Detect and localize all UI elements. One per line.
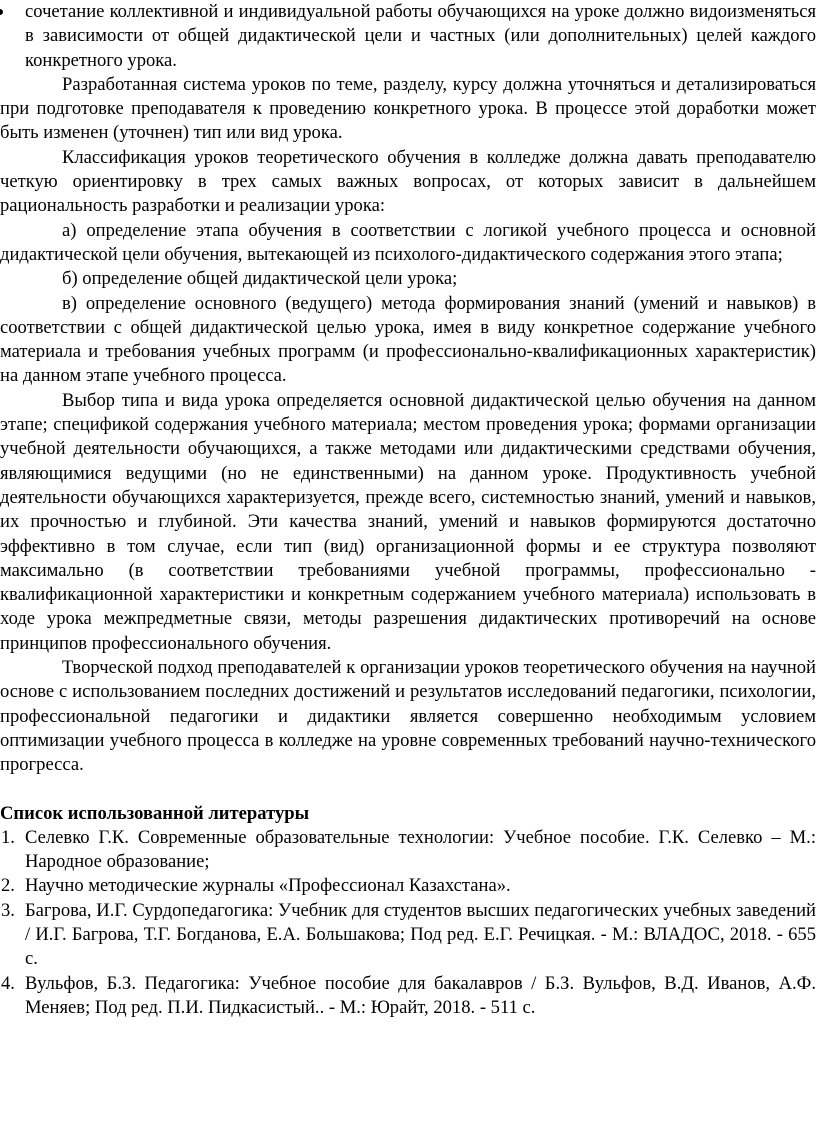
reference-item <box>0 972 816 1021</box>
paragraph-item-b: б) определение общей дидактической цели урока; <box>62 268 458 290</box>
paragraph-item-c: в) определение основного (ведущего) метода формирования знаний (умений и навыков) в соответствии с общей дидактической целью урока, имея в виду конкретное содержание учебного материала и требования учебных программ (и профессионально-квалификационных характеристик) на данном этапе учебного процесса. <box>0 292 816 387</box>
bullet-item <box>0 0 816 73</box>
reference-number: 4. <box>1 972 15 994</box>
reference-text: Селевко Г.К. Современные образовательные технологии: Учебное пособие. Г.К. Селевко – М.: Народное образование; <box>25 826 816 873</box>
bullet-icon <box>0 9 3 15</box>
reference-item <box>0 874 816 898</box>
references-title: Список использованной литературы <box>0 802 310 824</box>
reference-text: Научно методические журналы «Профессионал Казахстана». <box>25 875 511 897</box>
reference-text: Багрова, И.Г. Сурдопедагогика: Учебник для студентов высших педагогических учебных заведений / И.Г. Багрова, Т.Г. Богданова, Е.А. Большакова; Под ред. Е.Г. Речицкая. - М.: ВЛАДОС, 2018. - 655 с. <box>25 899 816 970</box>
paragraph-creative-approach: Творческой подход преподавателей к организации уроков теоретического обучения на научной основе с использованием последних достижений и результатов исследований педагогики, психологии, профессиональной педагогики и дидактики является совершенно необходимым условием оптимизации учебного процесса в колледже на уровне современных требований научно-технического прогресса. <box>0 657 816 776</box>
paragraph-lesson-system: Разработанная система уроков по теме, разделу, курсу должна уточняться и детализироваться при подготовке преподавателя к проведению конкретного урока. В процессе этой доработки может быть изменен (уточнен) тип или вид урока. <box>0 73 816 144</box>
references-list <box>0 826 816 1020</box>
paragraph-item-a: а) определение этапа обучения в соответствии с логикой учебного процесса и основной дидактической цели обучения, вытекающей из психолого-дидактического содержания этого этапа; <box>0 219 816 265</box>
spacer <box>0 778 816 802</box>
paragraph-classification: Классификация уроков теоретического обучения в колледже должна давать преподавателю четкую ориентировку в трех самых важных вопросах, от которых зависит в дальнейшем рациональность разработки и реализации урока: <box>0 146 816 217</box>
reference-item <box>0 899 816 972</box>
paragraph-lesson-choice: Выбор типа и вида урока определяется основной дидактической целью обучения на данном этапе; спецификой содержания учебного материала; местом проведения урока; формами организации учебной деятельности обучающихся, а также методами или дидактическими средствами обучения, являющимися ведущими (но не единственными) на данном уроке. Продуктивность учебной деятельности обучающихся характеризуется, прежде всего, системностью знаний, умений и навыков, их прочностью и глубиной. Эти качества знаний, умений и навыков формируются достаточно эффективно в том случае, если тип (вид) организационной формы и ее структура позволяют максимально (в соответствии требованиями учебной программы, профессионально - квалификационной характеристики и конкретным содержанием учебного материала) использовать в ходе урока межпредметные связи, методы разрешения дидактических противоречий на основе принципов профессионального обучения. <box>0 389 816 654</box>
bullet-text: сочетание коллективной и индивидуальной работы обучающихся на уроке должно видоизменяться в зависимости от общей дидактической цели и частных (или дополнительных) целей каждого конкретного урока. <box>25 1 816 71</box>
reference-number: 2. <box>1 875 15 897</box>
reference-number: 1. <box>1 826 15 848</box>
reference-item <box>0 826 816 875</box>
reference-number: 3. <box>1 899 15 921</box>
reference-text: Вульфов, Б.З. Педагогика: Учебное пособие для бакалавров / Б.З. Вульфов, В.Д. Иванов, А.Ф. Меняев; Под ред. П.И. Пидкасистый.. - М.: Юрайт, 2018. - 511 с. <box>25 972 816 1018</box>
